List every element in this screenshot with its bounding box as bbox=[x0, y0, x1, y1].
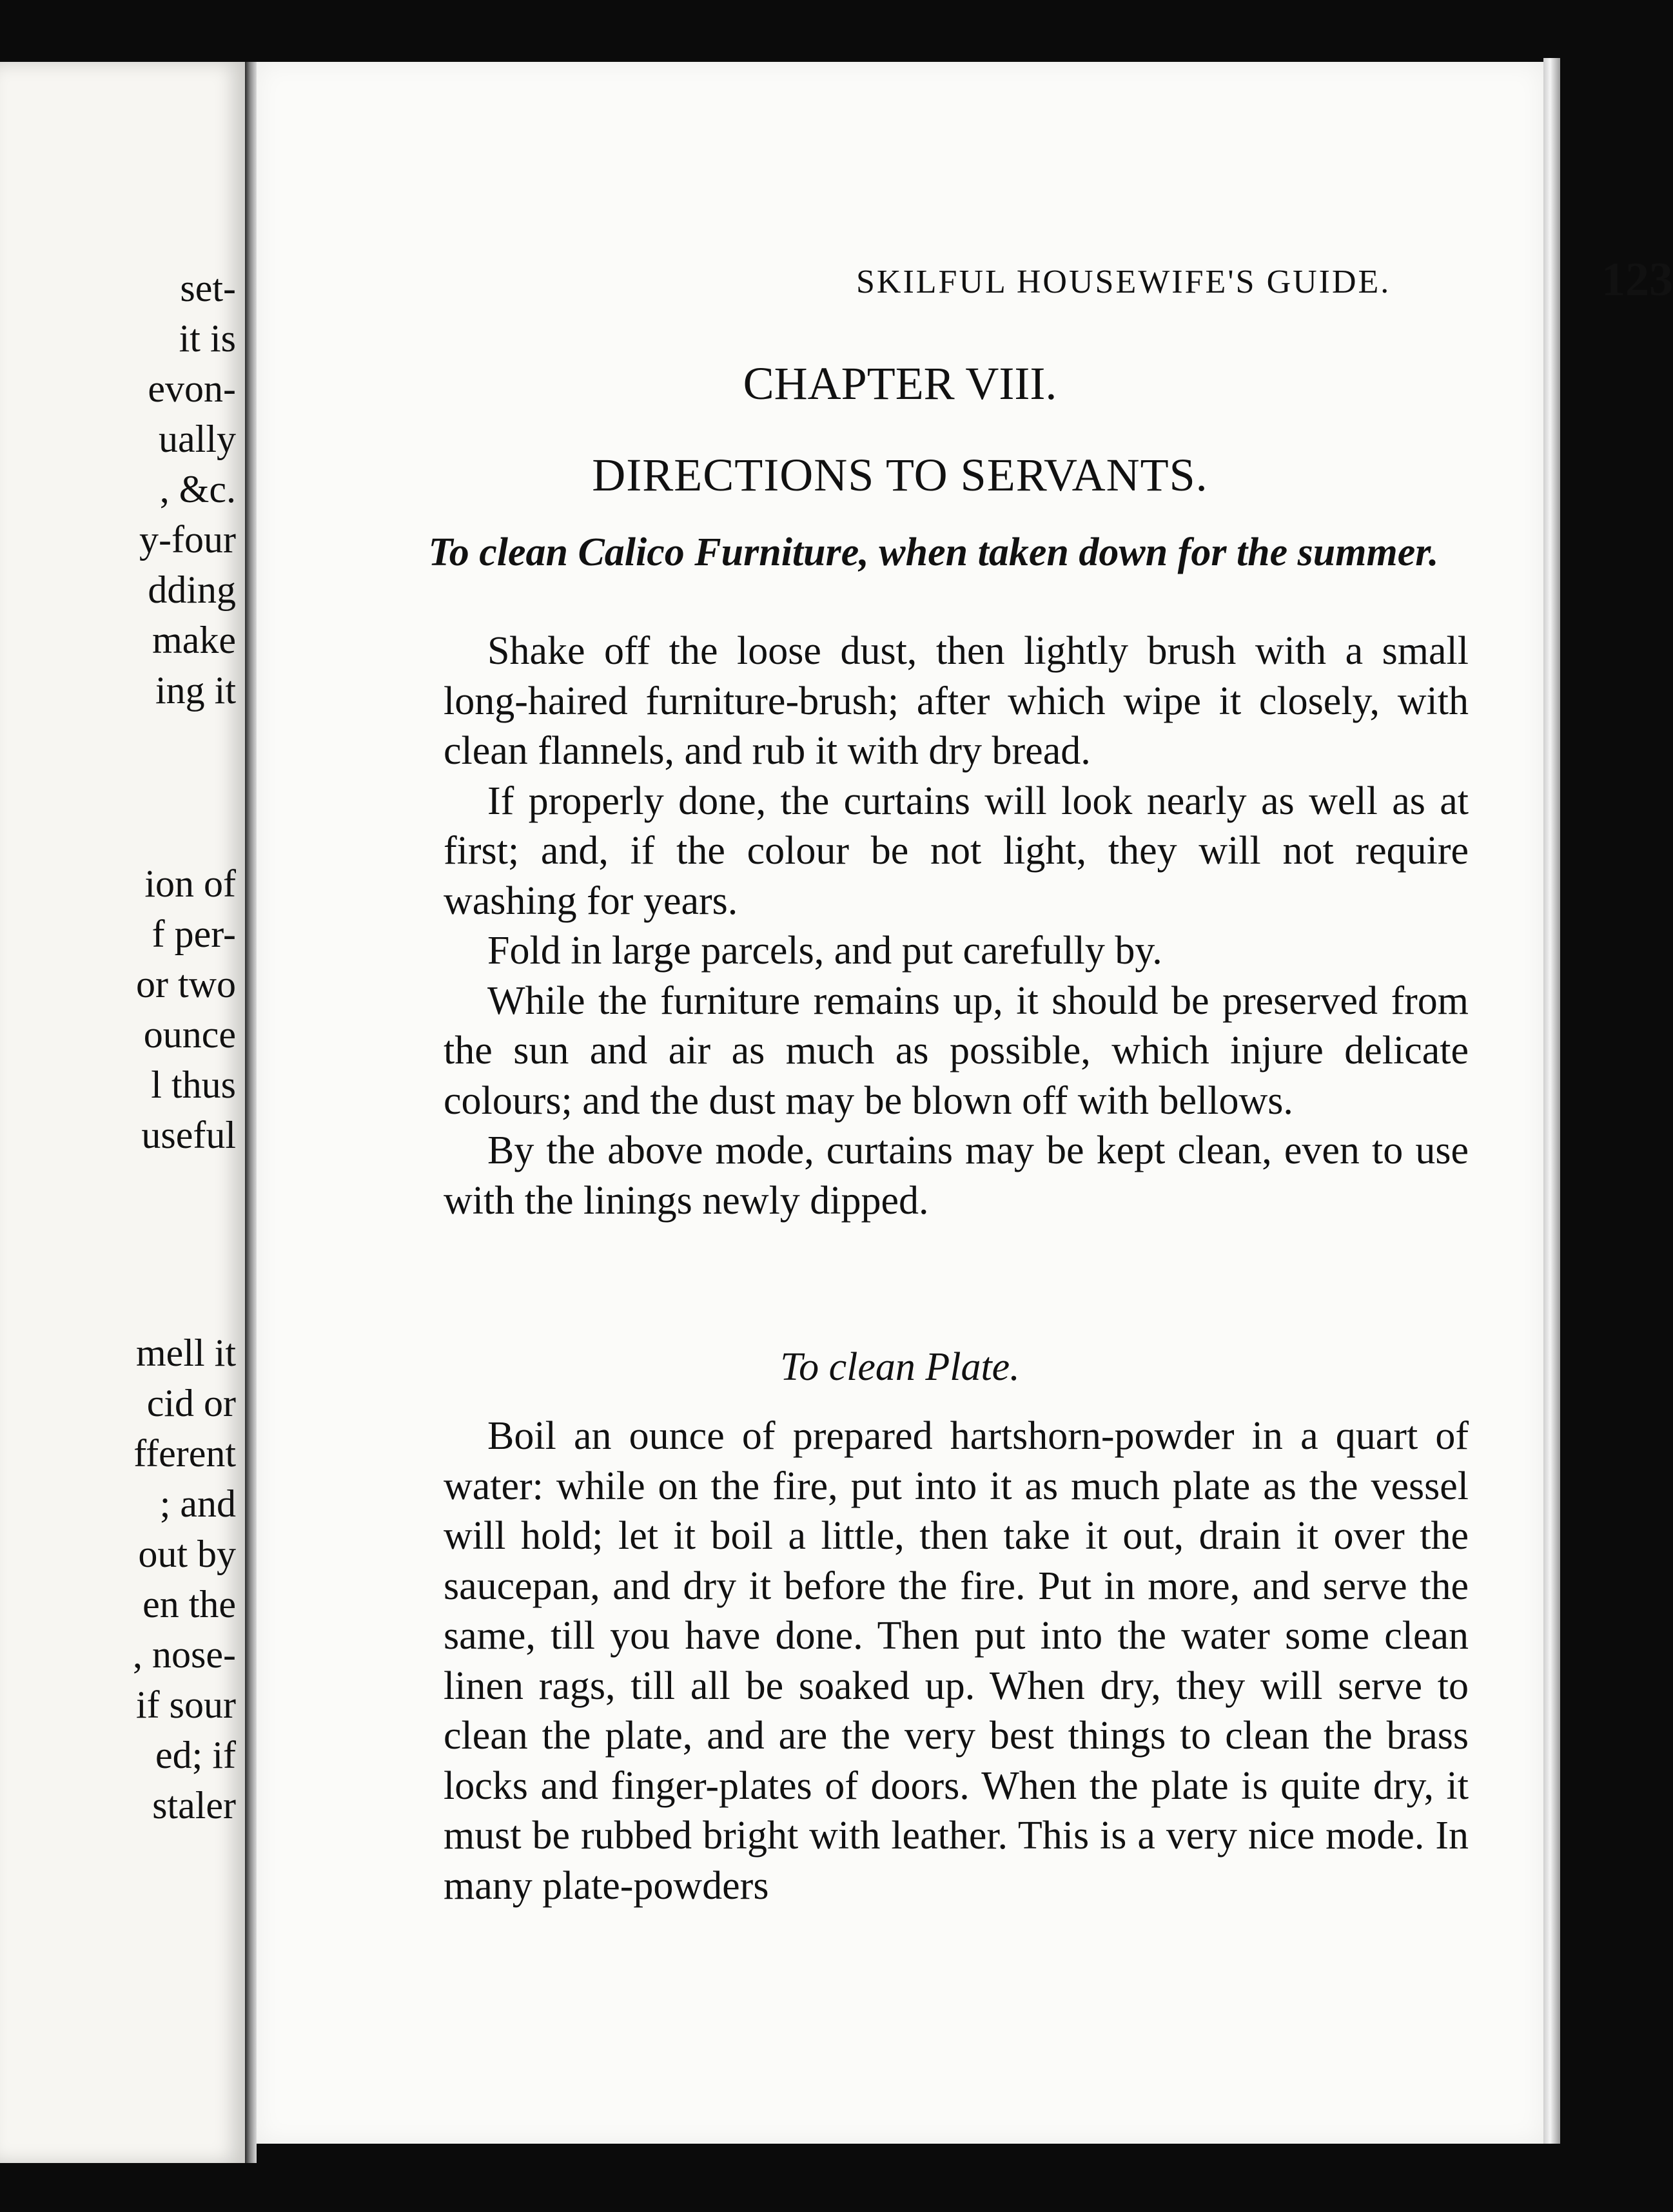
left-page-line: dding bbox=[148, 568, 236, 611]
paragraph: Shake off the loose dust, then lightly brush with a small long-haired furniture-brush; after which wipe it closely, with clean flannels, and rub it with dry bread. bbox=[444, 629, 1469, 773]
left-page-line: if sour bbox=[136, 1683, 236, 1726]
left-page-line: ; and bbox=[159, 1482, 236, 1525]
left-page-line: y-four bbox=[139, 518, 236, 561]
left-page-line: f per- bbox=[152, 913, 236, 955]
recipe-title-calico: To clean Calico Furniture, when taken down for the summer. bbox=[428, 530, 1439, 574]
left-page-line: ing it bbox=[155, 669, 236, 712]
paragraph: While the furniture remains up, it should be preserved from the sun and air as much as possible, which injure delicate colours; and the dust may be blown off with bellows. bbox=[444, 978, 1469, 1123]
left-page-line: set- bbox=[180, 267, 236, 309]
chapter-number: CHAPTER VIII. bbox=[743, 358, 1057, 409]
left-page-line: or two bbox=[136, 963, 236, 1005]
paragraph: Fold in large parcels, and put carefully by. bbox=[487, 929, 1162, 973]
left-page-line: it is bbox=[179, 317, 236, 360]
left-page-line: en the bbox=[142, 1583, 236, 1625]
left-page-line: , nose- bbox=[133, 1633, 236, 1676]
page-number: 123 bbox=[1601, 253, 1673, 306]
left-page-line: evon- bbox=[148, 367, 236, 410]
recipe-title-plate: To clean Plate. bbox=[780, 1345, 1020, 1389]
left-facing-page bbox=[0, 62, 245, 2163]
left-page-line: ounce bbox=[143, 1013, 236, 1056]
left-page-line: useful bbox=[141, 1114, 236, 1156]
page-edge bbox=[1543, 58, 1560, 2144]
paragraph: By the above mode, curtains may be kept clean, even to use with the linings newly dipped. bbox=[444, 1129, 1469, 1223]
left-page-line: ion of bbox=[144, 862, 236, 905]
left-page-line: mell it bbox=[136, 1332, 236, 1374]
running-head: SKILFUL HOUSEWIFE'S GUIDE. bbox=[856, 264, 1391, 300]
recipe-body-calico bbox=[444, 626, 1469, 1226]
left-page-line: l thus bbox=[151, 1063, 236, 1106]
left-page-line: staler bbox=[152, 1784, 236, 1827]
left-page-line: ed; if bbox=[155, 1734, 236, 1776]
left-page-line: out by bbox=[138, 1533, 236, 1575]
left-page-line: ually bbox=[159, 418, 236, 460]
left-page-line: , &c. bbox=[159, 468, 236, 510]
book-gutter bbox=[245, 62, 257, 2163]
left-page-line: cid or bbox=[146, 1382, 236, 1424]
right-page bbox=[257, 62, 1673, 2144]
left-page-line: make bbox=[152, 619, 236, 661]
paragraph: Boil an ounce of prepared hartshorn-powder in a quart of water: while on the fire, put into it as much plate as the vessel will hold; let it boil a little, then take it out, drain it over the saucepan, and dry it before the fire. Put in more, and serve the same, till you have done. Then put into the water some clean linen rags, till all be soaked up. When dry, they will serve to clean the plate, and are the very best things to clean the brass locks and finger-plates of doors. When the plate is quite dry, it must be rubbed bright with leather. This is a very nice mode. In many plate-powders bbox=[444, 1414, 1469, 1908]
left-page-line: fferent bbox=[133, 1432, 236, 1475]
chapter-title: DIRECTIONS TO SERVANTS. bbox=[592, 449, 1208, 501]
recipe-body-plate bbox=[444, 1412, 1469, 1911]
paragraph: If properly done, the curtains will look nearly as well as at first; and, if the colour be not light, they will not require washing for years. bbox=[444, 779, 1469, 923]
